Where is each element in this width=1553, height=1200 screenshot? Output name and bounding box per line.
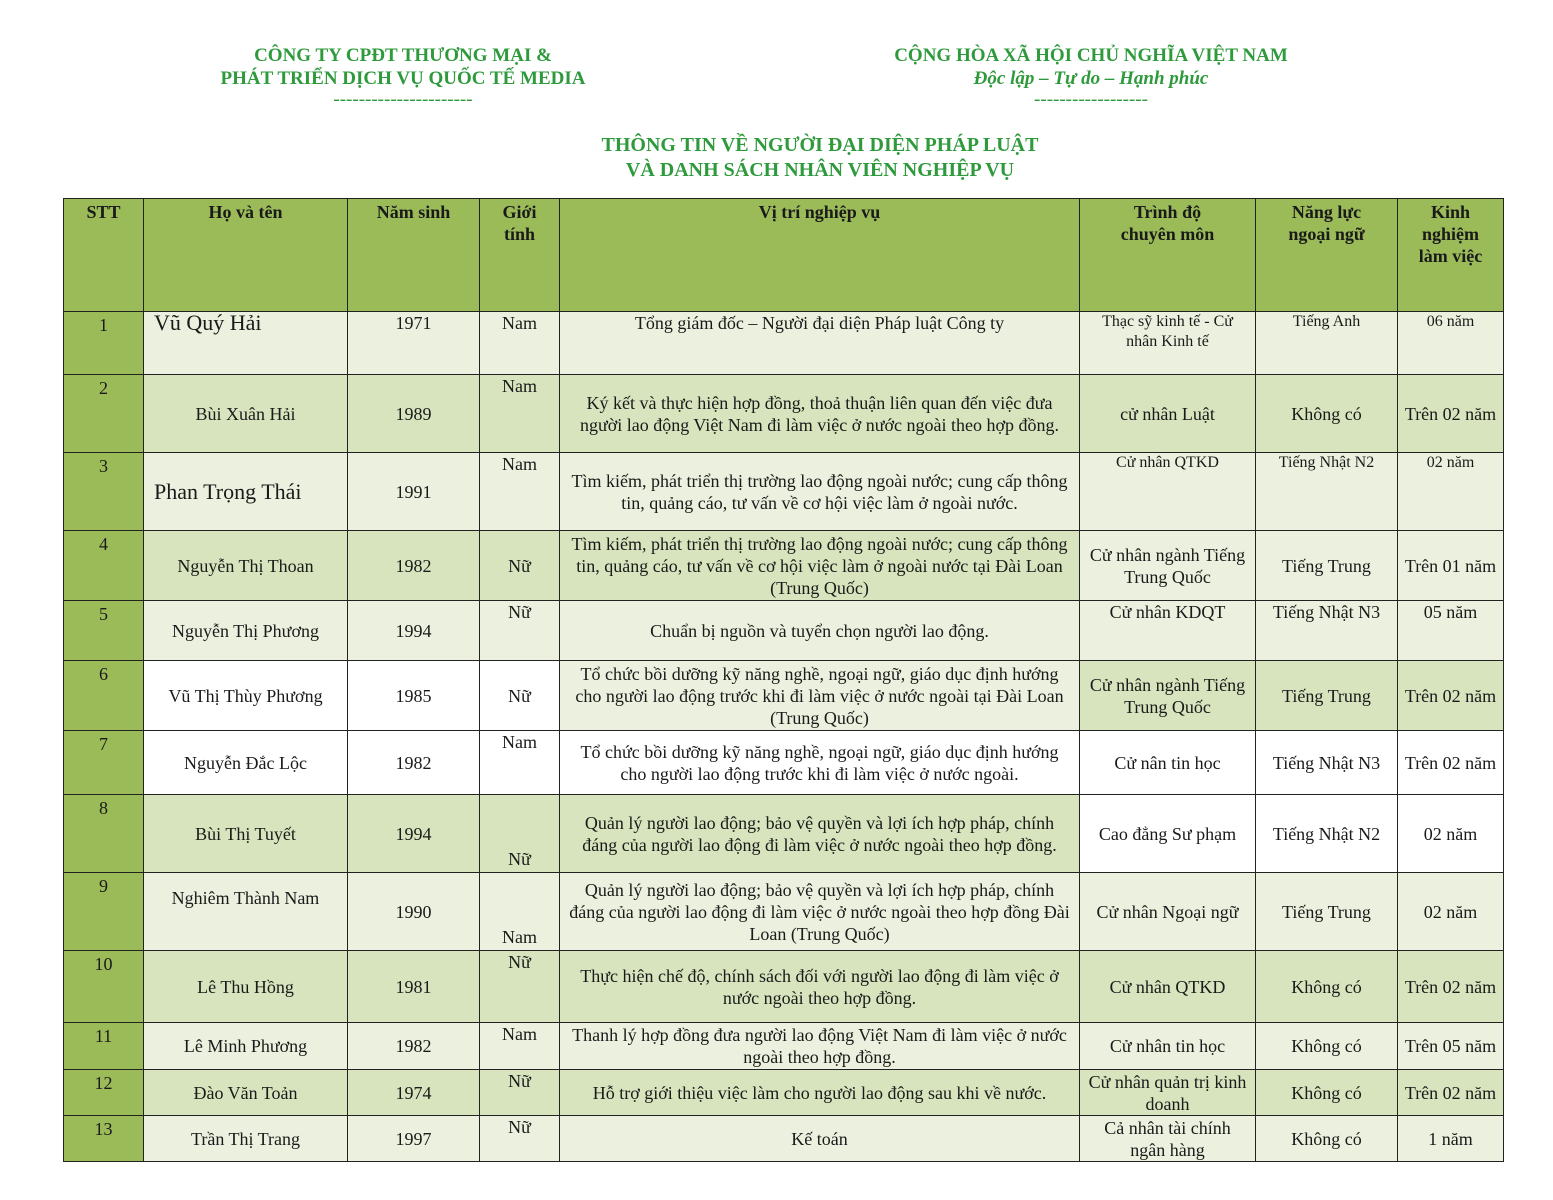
cell-position: Tìm kiếm, phát triển thị trường lao động ngoài nước; cung cấp thông tin, quảng cáo, tư vấn về cơ hội việc làm ở ngoài nước tại Đài Loan (Trung Quốc) xyxy=(560,531,1080,601)
table-row xyxy=(64,731,1504,795)
national-header xyxy=(860,44,1322,110)
cell-year: 1971 xyxy=(348,312,480,375)
cell-position: Tìm kiếm, phát triển thị trường lao động ngoài nước; cung cấp thông tin, quảng cáo, tư vấn về cơ hội việc làm ở ngoài nước. xyxy=(560,453,1080,531)
cell-name: Vũ Thị Thùy Phương xyxy=(144,661,348,731)
document-title xyxy=(520,133,1120,183)
cell-position: Tổng giám đốc – Người đại diện Pháp luật Công ty xyxy=(560,312,1080,375)
cell-education: Cử nhân tin học xyxy=(1080,1023,1256,1070)
cell-experience: Trên 02 năm xyxy=(1398,661,1504,731)
cell-stt: 5 xyxy=(64,601,144,661)
cell-position: Quản lý người lao động; bảo vệ quyền và lợi ích hợp pháp, chính đáng của người lao động đi làm việc ở nước ngoài theo hợp đồng Đài Loan (Trung Quốc) xyxy=(560,873,1080,951)
company-header xyxy=(180,44,626,110)
cell-year: 1991 xyxy=(348,453,480,531)
cell-education: cử nhân Luật xyxy=(1080,375,1256,453)
cell-education: Cả nhân tài chính ngân hàng xyxy=(1080,1116,1256,1162)
col-header-language: Năng lực ngoại ngữ xyxy=(1256,199,1398,312)
cell-experience: 02 năm xyxy=(1398,795,1504,873)
cell-experience: 06 năm xyxy=(1398,312,1504,375)
cell-education: Cử nân tin học xyxy=(1080,731,1256,795)
cell-position: Ký kết và thực hiện hợp đồng, thoả thuận liên quan đến việc đưa người lao động Việt Nam đi làm việc ở nước ngoài theo hợp đồng. xyxy=(560,375,1080,453)
national-motto: Độc lập – Tự do – Hạnh phúc xyxy=(973,68,1209,89)
cell-gender: Nữ xyxy=(480,951,560,1023)
cell-position: Quản lý người lao động; bảo vệ quyền và lợi ích hợp pháp, chính đáng của người lao động đi làm việc ở nước ngoài theo hợp đồng. xyxy=(560,795,1080,873)
cell-name: Bùi Thị Tuyết xyxy=(144,795,348,873)
table-row xyxy=(64,795,1504,873)
company-name-line2: PHÁT TRIỂN DỊCH VỤ QUỐC TẾ MEDIA xyxy=(220,68,586,89)
cell-language: Không có xyxy=(1256,1116,1398,1162)
cell-year: 1989 xyxy=(348,375,480,453)
cell-gender: Nam xyxy=(480,731,560,795)
cell-stt: 8 xyxy=(64,795,144,873)
cell-stt: 3 xyxy=(64,453,144,531)
cell-language: Tiếng Nhật N2 xyxy=(1256,453,1398,531)
col-header-stt: STT xyxy=(64,199,144,312)
cell-education: Cử nhân quản trị kinh doanh xyxy=(1080,1070,1256,1116)
cell-language: Không có xyxy=(1256,1070,1398,1116)
cell-name: Lê Minh Phương xyxy=(144,1023,348,1070)
col-header-education: Trình độ chuyên môn xyxy=(1080,199,1256,312)
cell-stt: 9 xyxy=(64,873,144,951)
table-row xyxy=(64,951,1504,1023)
cell-gender: Nam xyxy=(480,312,560,375)
cell-position: Chuẩn bị nguồn và tuyển chọn người lao động. xyxy=(560,601,1080,661)
document-title-line2: VÀ DANH SÁCH NHÂN VIÊN NGHIỆP VỤ xyxy=(625,159,1015,181)
cell-language: Không có xyxy=(1256,375,1398,453)
national-divider: ------------------ xyxy=(1034,89,1148,110)
cell-experience: Trên 01 năm xyxy=(1398,531,1504,601)
cell-stt: 1 xyxy=(64,312,144,375)
cell-position: Tổ chức bồi dưỡng kỹ năng nghề, ngoại ngữ, giáo dục định hướng cho người lao động trước khi đi làm việc ở nước ngoài. xyxy=(560,731,1080,795)
document-title-line1: THÔNG TIN VỀ NGƯỜI ĐẠI DIỆN PHÁP LUẬT xyxy=(601,134,1039,156)
cell-education: Cử nhân QTKD xyxy=(1080,453,1256,531)
cell-gender: Nam xyxy=(480,453,560,531)
cell-stt: 11 xyxy=(64,1023,144,1070)
cell-language: Tiếng Anh xyxy=(1256,312,1398,375)
cell-experience: 02 năm xyxy=(1398,453,1504,531)
cell-experience: Trên 02 năm xyxy=(1398,375,1504,453)
cell-year: 1982 xyxy=(348,1023,480,1070)
cell-language: Tiếng Nhật N3 xyxy=(1256,731,1398,795)
cell-gender: Nữ xyxy=(480,795,560,873)
cell-year: 1997 xyxy=(348,1116,480,1162)
table-row xyxy=(64,375,1504,453)
cell-year: 1982 xyxy=(348,531,480,601)
cell-name: Nguyễn Thị Thoan xyxy=(144,531,348,601)
cell-language: Tiếng Nhật N2 xyxy=(1256,795,1398,873)
cell-name: Nguyễn Đắc Lộc xyxy=(144,731,348,795)
table-row xyxy=(64,1116,1504,1162)
cell-stt: 2 xyxy=(64,375,144,453)
cell-education: Cử nhân QTKD xyxy=(1080,951,1256,1023)
table-row xyxy=(64,531,1504,601)
cell-gender: Nam xyxy=(480,873,560,951)
col-header-year: Năm sinh xyxy=(348,199,480,312)
company-divider: ---------------------- xyxy=(333,89,473,110)
col-header-position: Vị trí nghiệp vụ xyxy=(560,199,1080,312)
cell-stt: 10 xyxy=(64,951,144,1023)
cell-language: Tiếng Trung xyxy=(1256,531,1398,601)
cell-stt: 7 xyxy=(64,731,144,795)
cell-year: 1990 xyxy=(348,873,480,951)
cell-year: 1985 xyxy=(348,661,480,731)
table-row xyxy=(64,601,1504,661)
cell-language: Tiếng Nhật N3 xyxy=(1256,601,1398,661)
table-row xyxy=(64,453,1504,531)
table-row xyxy=(64,1070,1504,1116)
col-header-gender: Giới tính xyxy=(480,199,560,312)
cell-name: Trần Thị Trang xyxy=(144,1116,348,1162)
cell-name: Vũ Quý Hải xyxy=(144,312,348,375)
cell-education: Cử nhân ngành Tiếng Trung Quốc xyxy=(1080,531,1256,601)
table-header-row xyxy=(64,199,1504,312)
cell-education: Cử nhân ngành Tiếng Trung Quốc xyxy=(1080,661,1256,731)
cell-language: Không có xyxy=(1256,951,1398,1023)
cell-name: Phan Trọng Thái xyxy=(144,453,348,531)
cell-education: Cử nhân Ngoại ngữ xyxy=(1080,873,1256,951)
cell-position: Hỗ trợ giới thiệu việc làm cho người lao động sau khi về nước. xyxy=(560,1070,1080,1116)
cell-gender: Nữ xyxy=(480,1116,560,1162)
cell-stt: 13 xyxy=(64,1116,144,1162)
cell-gender: Nữ xyxy=(480,1070,560,1116)
cell-experience: 1 năm xyxy=(1398,1116,1504,1162)
col-header-experience: Kinh nghiệm làm việc xyxy=(1398,199,1504,312)
table-row xyxy=(64,1023,1504,1070)
cell-language: Không có xyxy=(1256,1023,1398,1070)
cell-position: Thanh lý hợp đồng đưa người lao động Việt Nam đi làm việc ở nước ngoài theo hợp đồng. xyxy=(560,1023,1080,1070)
cell-name: Đào Văn Toản xyxy=(144,1070,348,1116)
cell-year: 1974 xyxy=(348,1070,480,1116)
cell-education: Cử nhân KDQT xyxy=(1080,601,1256,661)
cell-gender: Nam xyxy=(480,1023,560,1070)
cell-year: 1982 xyxy=(348,731,480,795)
table-row xyxy=(64,873,1504,951)
cell-experience: 02 năm xyxy=(1398,873,1504,951)
table-row xyxy=(64,661,1504,731)
cell-experience: Trên 05 năm xyxy=(1398,1023,1504,1070)
company-name-line1: CÔNG TY CPĐT THƯƠNG MẠI & xyxy=(254,45,552,66)
cell-education: Thạc sỹ kinh tế - Cử nhân Kinh tế xyxy=(1080,312,1256,375)
cell-gender: Nữ xyxy=(480,531,560,601)
national-title: CỘNG HÒA XÃ HỘI CHỦ NGHĨA VIỆT NAM xyxy=(894,45,1288,66)
cell-gender: Nam xyxy=(480,375,560,453)
cell-experience: Trên 02 năm xyxy=(1398,1070,1504,1116)
cell-stt: 4 xyxy=(64,531,144,601)
cell-name: Nghiêm Thành Nam xyxy=(144,873,348,951)
cell-gender: Nữ xyxy=(480,661,560,731)
cell-position: Kế toán xyxy=(560,1116,1080,1162)
cell-name: Nguyễn Thị Phương xyxy=(144,601,348,661)
cell-language: Tiếng Trung xyxy=(1256,661,1398,731)
cell-name: Bùi Xuân Hải xyxy=(144,375,348,453)
col-header-name: Họ và tên xyxy=(144,199,348,312)
cell-year: 1994 xyxy=(348,795,480,873)
cell-name: Lê Thu Hồng xyxy=(144,951,348,1023)
cell-gender: Nữ xyxy=(480,601,560,661)
cell-education: Cao đẳng Sư phạm xyxy=(1080,795,1256,873)
cell-experience: Trên 02 năm xyxy=(1398,731,1504,795)
cell-year: 1981 xyxy=(348,951,480,1023)
cell-experience: 05 năm xyxy=(1398,601,1504,661)
staff-table xyxy=(63,198,1504,1162)
cell-experience: Trên 02 năm xyxy=(1398,951,1504,1023)
table-row xyxy=(64,312,1504,375)
cell-stt: 6 xyxy=(64,661,144,731)
cell-position: Thực hiện chế độ, chính sách đối với người lao động đi làm việc ở nước ngoài theo hợp đồng. xyxy=(560,951,1080,1023)
cell-position: Tổ chức bồi dưỡng kỹ năng nghề, ngoại ngữ, giáo dục định hướng cho người lao động trước khi đi làm việc ở nước ngoài tại Đài Loan (Trung Quốc) xyxy=(560,661,1080,731)
cell-stt: 12 xyxy=(64,1070,144,1116)
cell-year: 1994 xyxy=(348,601,480,661)
cell-language: Tiếng Trung xyxy=(1256,873,1398,951)
